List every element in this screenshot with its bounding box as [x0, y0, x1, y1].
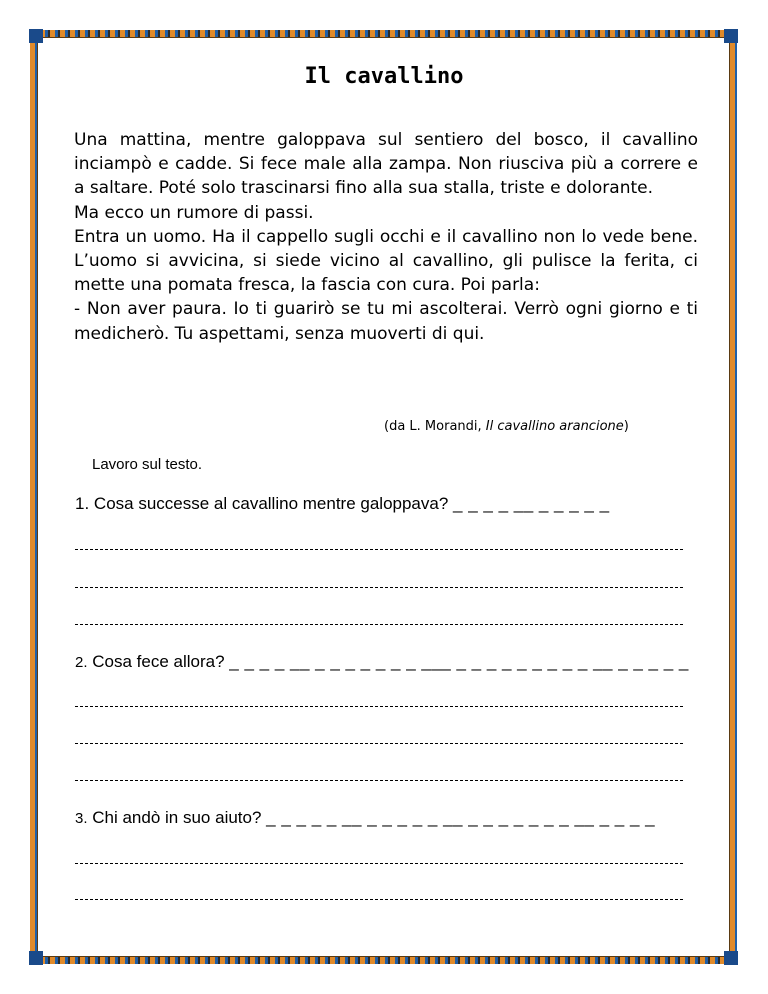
story-text — [74, 128, 698, 346]
question-text: Cosa fece allora? — [92, 652, 225, 671]
source-citation — [384, 419, 629, 434]
source-work-title: Il cavallino arancione — [485, 419, 624, 434]
border-corner — [724, 29, 738, 43]
story-paragraph: Entra un uomo. Ha il cappello sugli occhi e il cavallino non lo vede bene. L’uomo si avvicina, si siede vicino al cavallino, gli pulisce la ferita, ci mette una pomata fresca, la fascia con cura. Poi parla: — [74, 226, 698, 296]
question-text: Cosa successe al cavallino mentre galoppava? — [93, 494, 449, 513]
source-prefix: (da L. Morandi, — [384, 419, 486, 434]
answer-line[interactable] — [75, 705, 683, 707]
exercise-heading: Lavoro sul testo. — [92, 456, 203, 473]
question-1 — [75, 494, 610, 514]
answer-line[interactable] — [75, 623, 683, 625]
story-paragraph: Una mattina, mentre galoppava sul sentiero del bosco, il cavallino inciampò e cadde. Si fece male alla zampa. Non riusciva più a correre e a saltare. Poté solo trascinarsi fino alla sua stalla, triste e dolorante. — [74, 130, 698, 199]
question-answer-line: _ _ _ _ __ _ _ _ _ _ — [453, 494, 610, 513]
answer-line[interactable] — [75, 862, 683, 864]
border-corner — [29, 29, 43, 43]
source-suffix: ) — [623, 419, 629, 434]
story-paragraph: Ma ecco un rumore di passi. — [74, 202, 314, 223]
story-paragraph: - Non aver paura. Io ti guarirò se tu mi ascolterai. Verrò ogni giorno e ti medicherò. Tu aspettami, senza muoverti di qui. — [74, 299, 698, 344]
question-number: 2. — [75, 654, 88, 671]
answer-line[interactable] — [75, 898, 683, 900]
answer-line[interactable] — [75, 548, 683, 550]
answer-line[interactable] — [75, 779, 683, 781]
border-corner — [29, 951, 43, 965]
question-2 — [75, 652, 689, 672]
page-title: Il cavallino — [304, 64, 464, 89]
question-number: 3. — [75, 810, 88, 827]
answer-line[interactable] — [75, 586, 683, 588]
answer-line[interactable] — [75, 742, 683, 744]
border-corner — [724, 951, 738, 965]
question-3 — [75, 808, 655, 828]
question-number: 1. — [75, 494, 90, 513]
question-answer-line: _ _ _ _ __ _ _ _ _ _ _ _ ___ _ _ _ _ _ _ _ _ _ __ _ _ _ _ _ — [229, 652, 689, 671]
question-text: Chi andò in suo aiuto? — [92, 808, 262, 827]
question-answer-line: _ _ _ _ _ __ _ _ _ _ _ __ _ _ _ _ _ _ _ __ _ _ _ _ — [266, 808, 656, 827]
